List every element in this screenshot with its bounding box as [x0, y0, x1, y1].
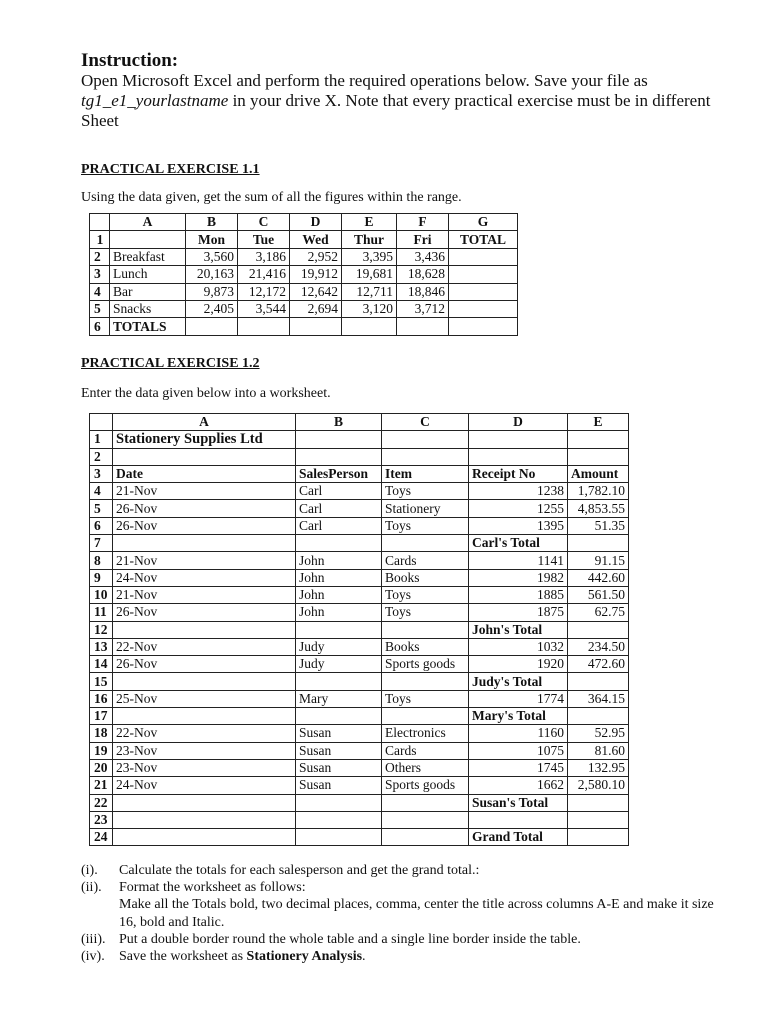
instruction-filename: tg1_e1_yourlastname — [81, 91, 229, 110]
cell-e — [568, 431, 629, 448]
value-cell: 2,694 — [290, 300, 342, 317]
item-cell: Cards — [382, 552, 469, 569]
step-number: (iv). — [81, 949, 105, 965]
salesperson-cell: John — [296, 569, 382, 586]
row-number: 1 — [90, 431, 113, 448]
row-number: 4 — [90, 483, 113, 500]
table-row — [90, 690, 629, 707]
receipt-cell: 1255 — [469, 500, 568, 517]
item-cell — [382, 708, 469, 725]
row-number: 15 — [90, 673, 113, 690]
row-number: 24 — [90, 829, 113, 846]
step-4 — [81, 948, 719, 965]
step-number: (i). — [81, 863, 98, 878]
total-cell — [449, 300, 518, 317]
date-cell: 22-Nov — [113, 638, 296, 655]
col-letter-c: C — [238, 214, 290, 231]
item-cell — [382, 535, 469, 552]
value-cell: 12,642 — [290, 283, 342, 300]
item-cell: Sports goods — [382, 777, 469, 794]
salesperson-cell: Susan — [296, 742, 382, 759]
value-cell: 12,711 — [342, 283, 397, 300]
table-row — [90, 638, 629, 655]
salesperson-cell: Susan — [296, 759, 382, 776]
table-row — [90, 248, 518, 265]
row-number: 4 — [90, 283, 110, 300]
title-cell: Stationery Supplies Ltd — [113, 431, 296, 448]
col-letter-g: G — [449, 214, 518, 231]
total-cell — [449, 266, 518, 283]
instruction-steps — [81, 862, 719, 965]
amount-cell — [568, 448, 629, 465]
date-cell: 23-Nov — [113, 742, 296, 759]
table-row — [90, 604, 629, 621]
table-row — [90, 759, 629, 776]
total-label-cell: Carl's Total — [469, 535, 568, 552]
salesperson-cell: John — [296, 604, 382, 621]
step-text-bold: Stationery Analysis — [246, 949, 363, 965]
date-cell — [113, 448, 296, 465]
step-2 — [81, 879, 719, 896]
item-cell: Electronics — [382, 725, 469, 742]
header-item: Item — [382, 465, 469, 482]
item-cell: Cards — [382, 742, 469, 759]
table-row — [90, 283, 518, 300]
row-label: Lunch — [110, 266, 186, 283]
value-cell: 18,628 — [397, 266, 449, 283]
total-label-cell: Susan's Total — [469, 794, 568, 811]
row-label: TOTALS — [110, 318, 186, 335]
date-cell — [113, 708, 296, 725]
salesperson-cell — [296, 794, 382, 811]
column-letter-row — [90, 414, 629, 431]
row-number: 9 — [90, 569, 113, 586]
row-number: 1 — [90, 231, 110, 248]
row-number: 19 — [90, 742, 113, 759]
amount-cell: 132.95 — [568, 759, 629, 776]
row-number: 23 — [90, 811, 113, 828]
salesperson-cell: Mary — [296, 690, 382, 707]
total-cell — [449, 248, 518, 265]
table-row — [90, 673, 629, 690]
step-3 — [81, 931, 719, 948]
date-cell: 25-Nov — [113, 690, 296, 707]
date-cell: 24-Nov — [113, 777, 296, 794]
row-number: 21 — [90, 777, 113, 794]
table-row — [90, 586, 629, 603]
value-cell: 21,416 — [238, 266, 290, 283]
step-text-pre: Save the worksheet as — [119, 949, 247, 965]
table-row — [90, 535, 629, 552]
header-tue: Tue — [238, 231, 290, 248]
item-cell: Toys — [382, 604, 469, 621]
date-cell — [113, 811, 296, 828]
receipt-cell: 1745 — [469, 759, 568, 776]
value-cell — [186, 318, 238, 335]
value-cell: 2,952 — [290, 248, 342, 265]
step-text: Format the worksheet as follows: — [119, 880, 306, 896]
table-row — [90, 266, 518, 283]
item-cell: Stationery — [382, 500, 469, 517]
date-cell — [113, 621, 296, 638]
exercise-2-table — [89, 413, 629, 846]
value-cell — [342, 318, 397, 335]
amount-cell — [568, 535, 629, 552]
table-row — [90, 517, 629, 534]
item-cell: Toys — [382, 483, 469, 500]
corner-cell — [90, 214, 110, 231]
row-number: 3 — [90, 465, 113, 482]
salesperson-cell — [296, 811, 382, 828]
item-cell — [382, 811, 469, 828]
table-row — [90, 552, 629, 569]
value-cell — [238, 318, 290, 335]
table-row — [90, 483, 629, 500]
row-number: 3 — [90, 266, 110, 283]
receipt-cell: 1982 — [469, 569, 568, 586]
date-cell: 21-Nov — [113, 586, 296, 603]
value-cell: 3,544 — [238, 300, 290, 317]
col-letter-c: C — [382, 414, 469, 431]
value-cell: 3,560 — [186, 248, 238, 265]
amount-cell: 1,782.10 — [568, 483, 629, 500]
amount-cell — [568, 811, 629, 828]
step-1 — [81, 862, 719, 879]
row-number: 17 — [90, 708, 113, 725]
amount-cell — [568, 794, 629, 811]
col-letter-b: B — [296, 414, 382, 431]
receipt-cell: 1662 — [469, 777, 568, 794]
cell-c — [382, 431, 469, 448]
table-row — [90, 708, 629, 725]
salesperson-cell: Carl — [296, 517, 382, 534]
value-cell: 19,681 — [342, 266, 397, 283]
total-label-cell: John's Total — [469, 621, 568, 638]
amount-cell: 2,580.10 — [568, 777, 629, 794]
exercise-1-table — [89, 213, 518, 336]
item-cell — [382, 621, 469, 638]
value-cell: 20,163 — [186, 266, 238, 283]
value-cell — [397, 318, 449, 335]
corner-cell — [90, 414, 113, 431]
salesperson-cell — [296, 708, 382, 725]
total-cell — [449, 283, 518, 300]
amount-cell: 442.60 — [568, 569, 629, 586]
item-cell: Books — [382, 569, 469, 586]
value-cell: 2,405 — [186, 300, 238, 317]
receipt-cell: 1160 — [469, 725, 568, 742]
step-text: Calculate the totals for each salesperson and get the grand total.: — [119, 863, 480, 878]
salesperson-cell: Carl — [296, 483, 382, 500]
instruction-text-pre: Open Microsoft Excel and perform the required operations below. Save your file as — [81, 71, 648, 90]
value-cell: 3,120 — [342, 300, 397, 317]
salesperson-cell — [296, 535, 382, 552]
table-row — [90, 448, 629, 465]
amount-cell — [568, 673, 629, 690]
amount-cell — [568, 621, 629, 638]
amount-cell: 81.60 — [568, 742, 629, 759]
item-cell — [382, 794, 469, 811]
table-row — [90, 794, 629, 811]
step-2-detail — [81, 896, 719, 930]
exercise-1-text: Using the data given, get the sum of all the figures within the range. — [81, 190, 462, 205]
date-cell: 23-Nov — [113, 759, 296, 776]
row-number: 11 — [90, 604, 113, 621]
header-wed: Wed — [290, 231, 342, 248]
value-cell: 19,912 — [290, 266, 342, 283]
item-cell: Sports goods — [382, 656, 469, 673]
value-cell: 12,172 — [238, 283, 290, 300]
salesperson-cell — [296, 829, 382, 846]
exercise-2-text: Enter the data given below into a worksheet. — [81, 386, 331, 401]
table-row — [90, 829, 629, 846]
value-cell: 3,712 — [397, 300, 449, 317]
receipt-cell: 1774 — [469, 690, 568, 707]
salesperson-cell: Judy — [296, 638, 382, 655]
row-label: Bar — [110, 283, 186, 300]
salesperson-cell: Judy — [296, 656, 382, 673]
col-letter-f: F — [397, 214, 449, 231]
row-number: 14 — [90, 656, 113, 673]
header-fri: Fri — [397, 231, 449, 248]
value-cell — [290, 318, 342, 335]
receipt-cell: 1075 — [469, 742, 568, 759]
date-cell: 22-Nov — [113, 725, 296, 742]
row-number: 6 — [90, 517, 113, 534]
item-cell: Toys — [382, 690, 469, 707]
col-letter-d: D — [290, 214, 342, 231]
salesperson-cell: John — [296, 586, 382, 603]
salesperson-cell — [296, 448, 382, 465]
header-amount: Amount — [568, 465, 629, 482]
date-cell: 21-Nov — [113, 483, 296, 500]
table-row — [90, 500, 629, 517]
salesperson-cell: Carl — [296, 500, 382, 517]
col-letter-b: B — [186, 214, 238, 231]
column-letter-row — [90, 214, 518, 231]
header-receipt-no: Receipt No — [469, 465, 568, 482]
salesperson-cell: Susan — [296, 725, 382, 742]
amount-cell: 364.15 — [568, 690, 629, 707]
row-number: 12 — [90, 621, 113, 638]
amount-cell: 234.50 — [568, 638, 629, 655]
item-cell: Others — [382, 759, 469, 776]
item-cell: Books — [382, 638, 469, 655]
date-cell: 26-Nov — [113, 656, 296, 673]
col-letter-a: A — [110, 214, 186, 231]
instruction-paragraph — [81, 71, 721, 131]
date-cell — [113, 535, 296, 552]
row-number: 10 — [90, 586, 113, 603]
row-number: 5 — [90, 300, 110, 317]
total-label-cell: Mary's Total — [469, 708, 568, 725]
date-cell: 24-Nov — [113, 569, 296, 586]
receipt-cell — [469, 811, 568, 828]
header-thur: Thur — [342, 231, 397, 248]
row-number: 16 — [90, 690, 113, 707]
date-cell: 21-Nov — [113, 552, 296, 569]
value-cell: 18,846 — [397, 283, 449, 300]
col-letter-e: E — [568, 414, 629, 431]
receipt-cell: 1141 — [469, 552, 568, 569]
amount-cell: 91.15 — [568, 552, 629, 569]
value-cell: 3,436 — [397, 248, 449, 265]
table-row — [90, 569, 629, 586]
row-number: 18 — [90, 725, 113, 742]
receipt-cell: 1238 — [469, 483, 568, 500]
table-row — [90, 811, 629, 828]
row-number: 7 — [90, 535, 113, 552]
value-cell: 3,186 — [238, 248, 290, 265]
date-cell — [113, 794, 296, 811]
total-label-cell: Judy's Total — [469, 673, 568, 690]
row-label: Snacks — [110, 300, 186, 317]
receipt-cell: 1395 — [469, 517, 568, 534]
amount-cell: 472.60 — [568, 656, 629, 673]
receipt-cell: 1032 — [469, 638, 568, 655]
total-label-cell: Grand Total — [469, 829, 568, 846]
receipt-cell — [469, 448, 568, 465]
table-row — [90, 777, 629, 794]
amount-cell: 52.95 — [568, 725, 629, 742]
row-number: 2 — [90, 448, 113, 465]
instruction-heading: Instruction: — [81, 50, 179, 71]
amount-cell — [568, 708, 629, 725]
amount-cell — [568, 829, 629, 846]
date-cell: 26-Nov — [113, 604, 296, 621]
row-number: 5 — [90, 500, 113, 517]
item-cell — [382, 673, 469, 690]
receipt-cell: 1885 — [469, 586, 568, 603]
item-cell — [382, 448, 469, 465]
amount-cell: 4,853.55 — [568, 500, 629, 517]
table-row — [90, 465, 629, 482]
table-row — [90, 318, 518, 335]
table-row — [90, 431, 629, 448]
header-date: Date — [113, 465, 296, 482]
step-text-post: . — [362, 949, 366, 965]
table-row — [90, 656, 629, 673]
receipt-cell: 1920 — [469, 656, 568, 673]
row-number: 6 — [90, 318, 110, 335]
value-cell: 9,873 — [186, 283, 238, 300]
step-number — [81, 896, 119, 930]
amount-cell: 62.75 — [568, 604, 629, 621]
step-text: Put a double border round the whole table and a single line border inside the table. — [119, 931, 581, 947]
item-cell: Toys — [382, 517, 469, 534]
col-letter-e: E — [342, 214, 397, 231]
day-header-row — [90, 231, 518, 248]
step-text: Make all the Totals bold, two decimal places, comma, center the title across columns A-E and make it size 16, bold and Italic. — [119, 897, 714, 930]
instruction-text-post: in your drive X. Note that every practical exercise must be in different Sheet — [81, 91, 711, 130]
step-number: (iii). — [81, 931, 106, 947]
total-cell — [449, 318, 518, 335]
header-cell-a — [110, 231, 186, 248]
col-letter-a: A — [113, 414, 296, 431]
salesperson-cell: John — [296, 552, 382, 569]
item-cell: Toys — [382, 586, 469, 603]
header-salesperson: SalesPerson — [296, 465, 382, 482]
col-letter-d: D — [469, 414, 568, 431]
header-mon: Mon — [186, 231, 238, 248]
date-cell: 26-Nov — [113, 500, 296, 517]
exercise-1-title: PRACTICAL EXERCISE 1.1 — [81, 162, 260, 177]
cell-d — [469, 431, 568, 448]
row-number: 2 — [90, 248, 110, 265]
header-total: TOTAL — [449, 231, 518, 248]
date-cell — [113, 829, 296, 846]
salesperson-cell — [296, 621, 382, 638]
salesperson-cell: Susan — [296, 777, 382, 794]
table-row — [90, 742, 629, 759]
exercise-2-title: PRACTICAL EXERCISE 1.2 — [81, 356, 260, 371]
row-number: 20 — [90, 759, 113, 776]
date-cell: 26-Nov — [113, 517, 296, 534]
table-row — [90, 621, 629, 638]
table-row — [90, 725, 629, 742]
row-number: 13 — [90, 638, 113, 655]
table-row — [90, 300, 518, 317]
step-text — [119, 948, 719, 965]
receipt-cell: 1875 — [469, 604, 568, 621]
amount-cell: 561.50 — [568, 586, 629, 603]
item-cell — [382, 829, 469, 846]
row-number: 8 — [90, 552, 113, 569]
cell-b — [296, 431, 382, 448]
row-label: Breakfast — [110, 248, 186, 265]
salesperson-cell — [296, 673, 382, 690]
value-cell: 3,395 — [342, 248, 397, 265]
row-number: 22 — [90, 794, 113, 811]
date-cell — [113, 673, 296, 690]
step-number: (ii). — [81, 880, 102, 896]
amount-cell: 51.35 — [568, 517, 629, 534]
